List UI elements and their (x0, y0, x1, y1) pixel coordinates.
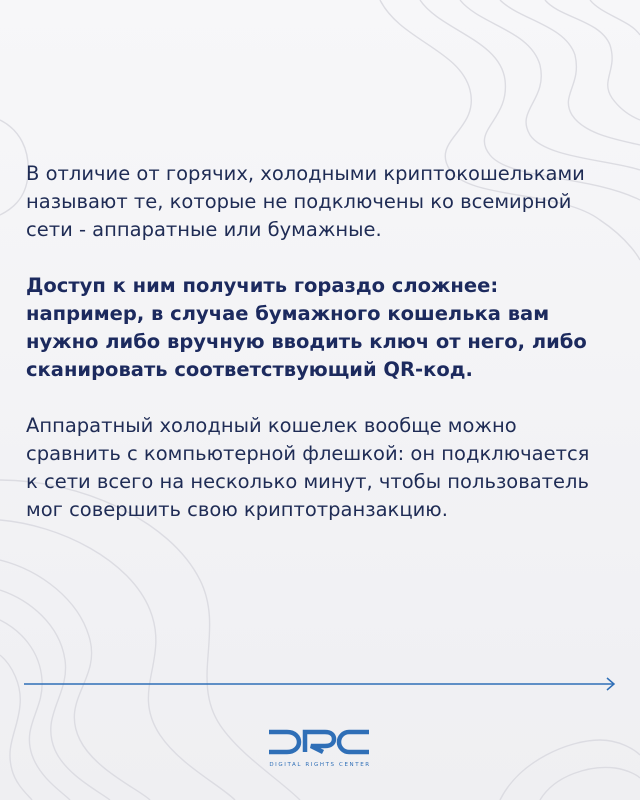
paragraph-intro: В отличие от горячих, холодными криптокошельками называют те, которые не подключены ко всемирной сети - аппаратные или бумажные. (26, 162, 585, 241)
paragraph-hardware: Аппаратный холодный кошелек вообще можно сравнить с компьютерной флешкой: он подключается к сети всего на несколько минут, чтобы пользователь мог совершить свою криптотранзакцию. (26, 414, 590, 521)
logo-subtitle: DIGITAL RIGHTS CENTER (269, 762, 371, 768)
article-body (26, 160, 606, 552)
drc-logo (260, 728, 380, 778)
paragraph-highlight: Доступ к ним получить гораздо сложнее: например, в случае бумажного кошелька вам нужно либо вручную вводить ключ от него, либо сканировать соответствующий QR-код. (26, 274, 587, 381)
drc-logo-mark (265, 728, 375, 756)
arrow-right-icon[interactable] (24, 676, 618, 692)
